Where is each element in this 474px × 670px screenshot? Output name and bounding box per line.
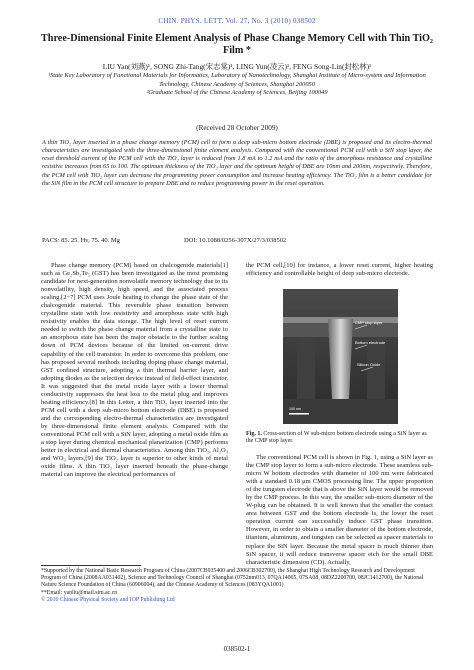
figure-label-electrode: Bottom electrode — [355, 340, 386, 345]
journal-header: CHIN. PHYS. LETT. Vol. 27, No. 3 (2010) 038502 — [158, 17, 316, 25]
sem-cross-section-image — [283, 289, 398, 424]
affiliations — [40, 72, 434, 98]
pacs-codes: PACS: 85. 25. Hv, 75. 40. Mg — [42, 237, 120, 244]
author-list: LIU Yan(刘燕)¹, SONG Zhi-Tang(宋志棠)¹, LING Yun(凌云)¹, FENG Song-Lin(封松林)¹ — [102, 62, 372, 71]
abstract: A thin TiO₂ layer inserted in a phase change memory (PCM) cell to form a deep sub-micro bottom electrode (DBE) is proposed and its electro-thermal characteristics are investigated with the three-dimensional finite element analysis. Compared with the conventional PCM cell with a SiN stop layer, the reset threshold current of the PCM cell with the TiO₂ layer is reduced from 1.8 mA to 1.2 mA and the ratio of the amorphous resistance and crystalline resistive increases from 65 to 100. The optimum thickness of the TiO₂ layer and the optimum height of DBE are 10nm and 200nm, respectively. Therefore, the PCM cell with TiO₂ layer can decrease the programming power consumption and increase heating efficiency. The TiO₂ film is a better candidate for the SiN film in the PCM cell structure to prepare DBE and to reduce programming power in the reset operation. — [42, 139, 432, 187]
figure-1-micrograph — [283, 289, 398, 424]
figure-caption-text: Cross-section of W sub-micro bottom electrode using a SiN layer as the CMP stop layer. — [246, 431, 427, 445]
left-column — [41, 262, 228, 479]
pacs-line — [42, 237, 432, 244]
body-paragraph-fig1: The conventional PCM cell is shown in Fig. 1, using a SiN layer as the CMP stop layer to form a sub-micro electrode. These seamless sub-micro W bottom electrodes with diameter of 100 nm were fabricated with a standard 0.18 μm CMOS processing line. The upper proportion of the tungsten electrode that is above the SiN layer would be removed by the CMP process. In this way, the smaller sub-micro diameter of the W-plug can be obtained. It is well known that the smaller the contact area between GST and the bottom electrode is, the lower the reset operation current can successfully induce GST phase transition. However, in order to obtain a smaller diameter of the bottom electrode, titanium, aluminum, and tungsten can be selected as spacer materials to replace the SiN layer. Because the metal spacer is much thinner than SiN spacer, it will reduce transverse spacer etch for the small DBE characteristic dimension (CD). Actually, — [246, 454, 433, 566]
figure-label-oxide: Silicon Oxide — [357, 362, 381, 367]
body-paragraph-continued: the PCM cell,[10] for instance, a lower reset current, higher heating efficiency and controllable height of deep sub-micro electrode. — [246, 262, 433, 278]
received-date: (Received 28 October 2009) — [196, 124, 278, 132]
footnotes — [41, 568, 434, 604]
copyright-line[interactable]: © 2010 Chinese Physical Society and IOP Publishing Ltd — [41, 596, 175, 603]
right-column-bottom — [246, 454, 433, 567]
affiliation-2: ²Graduate School of the Chinese Academy of Sciences, Beijing 100049 — [146, 89, 328, 97]
footnote-email: **Email: yanliu@mail.sim.ac.cn — [41, 589, 118, 596]
doi: DOI: 10.1088/0256-307X/27/3/038502 — [184, 237, 287, 244]
figure-caption — [246, 431, 433, 446]
figure-scale-bar: 100 nm — [289, 407, 301, 411]
affiliation-1: ¹State Key Laboratory of Functional Materials for Informatics, Laboratory of Nanotechnology, Shanghai Institute of Micro-system and Information Technology, Chinese Academy of Sciences, Shanghai 200050 — [48, 72, 426, 88]
footnote-funding: *Supported by the National Basic Research Program of China (2007CB935400 and 2006CB302700), the Shanghai High Technology Research and Development Program of China (2008AA031402), Science and Technology Council of Shanghai (0752nm013, 07QA14065, 07SA08, 08DZ2200700, 08JC1412700), the National Nature Science Foundation of China (60906004), and the Chinese Academy of Sciences (083YQA1001) — [41, 568, 424, 589]
figure-label-cap: CMP stop layer — [355, 320, 383, 325]
figure-caption-label: Fig. 1. — [246, 431, 262, 437]
footnote-divider — [41, 565, 141, 566]
paper-title: Three-Dimensional Finite Element Analysis of Phase Change Memory Cell with Thin TiO₂ Film * — [41, 33, 433, 56]
right-column-top — [246, 262, 433, 278]
page-number: 038502-1 — [223, 645, 251, 653]
body-paragraph-intro: Phase change memory (PCM) based on chalcogenide materials[1] such as Ge₂Sb₂Te₅ (GST) has been investigated as the most promising candidate for next-generation nonvolatile memory technology due to its nonvolatility, high density, high speed, and the associated process scaling.[2−7] PCM uses Joule heating to change the phase state of the chalcogenide material. This reversible phase transition between crystalline state with low resistivity and amorphous state with high resistivity enables the data storage. The high level of reset current needed to switch the phase change material from a crystalline state to an amorphous state has been the major obstacle to the further scaling down of PCM devices because of the limited on-current drive capability of the cell transistor. In order to overcome this problem, one has proposed several methods including doping phase change material, GST confined structure, adopting a thin thermal barrier layer, and adopting diodes as the selection device instead of field-effect transistor. It was suggested that the metal oxide layer with a lower thermal conductivity suppresses the heat loss to the metal plug and improves heating efficiency.[8] In this Letter, a thin TiO₂ layer inserted into the PCM cell with a deep sub-micro bottom electrode (DBE) is proposed and the corresponding electro-thermal characteristics are investigated by three-dimensional finite element analysis. Compared with the conventional PCM cell with a SiN layer, adopting a metal oxide film as a stop layer during chemical mechanical planarization (CMP) performs better in electrical and thermal characteristics. Among thin TiO₂, Al₂O₃ and WO₃ layers,[9] the TiO₂ layer is superior to other kinds of metal oxide films. A thin TiO₂ layer inserted beneath the phase-change material can improve the electrical performances of — [41, 262, 228, 479]
